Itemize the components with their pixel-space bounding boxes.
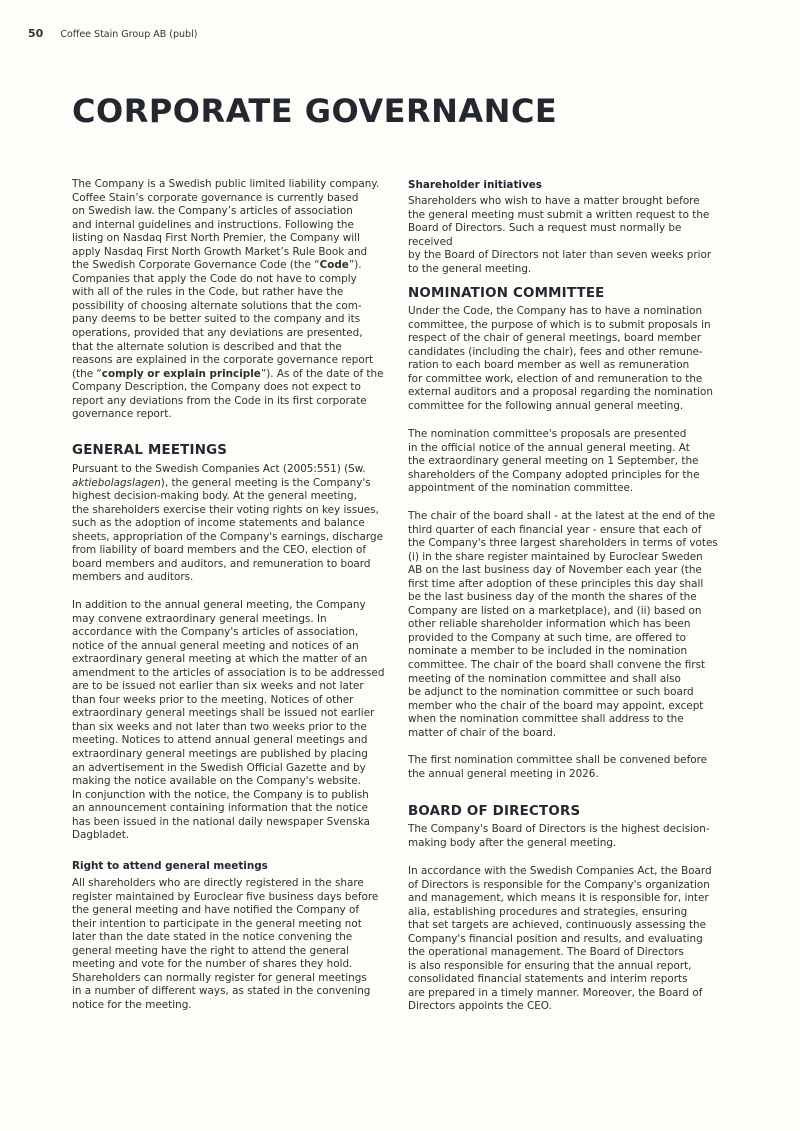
principle-term: comply or explain principle bbox=[101, 367, 261, 380]
board-of-directors-paragraph-2: In accordance with the Swedish Companies Act, the Board of Directors is responsible for the Company's organization and management, which means it is responsible for, inter alia, establishing procedures and strategies, ensuring that set targets are achieved, continuously assessing the Company's financial position and results, and evaluating the operational management. The Board of Directors is also responsible for ensuring that the annual report, consolidated financial statements and interim reports are prepared in a timely manner. Moreover, the Board of Directors appoints the CEO. bbox=[408, 865, 712, 1013]
intro-paragraph: The Company is a Swedish public limited liability company. Coffee Stain’s corporate governance is currently based on Swedish law. the Company’s articles of association and internal guidelines and instructions. Following the listing on Nasdaq First North Premier, the Company will apply Nasdaq First North Growth Market’s Rule Book and the Swedish Corporate Governance Code (the “Code”). Companies that apply the Code do not have to comply with all of the rules in the Code, but rather have the possibility of choosing alternate solutions that the com- pany deems to be better suited to the company and its operations, provided that any deviations are presented, that the alternate solution is described and that the reasons are explained in the corporate governance report (the “comply or explain principle”). As of the date of the Company Description, the Company does not expect to report any deviations from the Code in its first corporate governance report. bbox=[72, 178, 384, 421]
general-meetings-paragraph-2: In addition to the annual general meeting, the Company may convene extraordinary general meetings. In accordance with the Company's articles of association, notice of the annual general meeting and notices of an extraordinary general meeting at which the matter of an amendment to the articles of association is to be addressed are to be issued not earlier than six weeks and not later than four weeks prior to the meeting. Notices of other extraordinary general meetings shall be issued not earlier than six weeks and not later than two weeks prior to the meeting. Notices to attend annual general meetings and extraordinary general meetings are published by placing an advertisement in the Swedish Official Gazette and by making the notice available on the Company's website. In conjunction with the notice, the Company is to publish an announcement containing information that the notice has been issued in the national daily newspaper Svenska Dagbladet. bbox=[72, 599, 385, 842]
page-title: CORPORATE GOVERNANCE bbox=[72, 92, 558, 130]
shareholder-initiatives-heading: Shareholder initiatives bbox=[408, 179, 542, 191]
nomination-committee-paragraph-1: Under the Code, the Company has to have a nomination committee, the purpose of which is to submit proposals in respect of the chair of general meetings, board member candidates (including the chair), fees and other remune- ration to each board member as well as remuneration for committee work, election of and remuneration to the external auditors and a proposal regarding the nomination committee for the following annual general meeting. bbox=[408, 305, 713, 412]
company-name: Coffee Stain Group AB (publ) bbox=[60, 29, 198, 40]
code-term: Code bbox=[319, 259, 349, 272]
board-of-directors-heading: BOARD OF DIRECTORS bbox=[408, 804, 581, 819]
nomination-committee-paragraph-4: The first nomination committee shall be convened before the annual general meeting in 2026. bbox=[408, 754, 708, 780]
page-header bbox=[28, 27, 197, 40]
shareholder-initiatives-paragraph: Shareholders who wish to have a matter brought before the general meeting must submit a written request to the Board of Directors. Such a request must normally be received by the Board of Directors not later than seven weeks prior to the general meeting. bbox=[408, 195, 712, 275]
general-meetings-paragraph-1: Pursuant to the Swedish Companies Act (2005:551) (Sw. aktiebolagslagen), the general meeting is the Company's highest decision-making body. At the general meeting, the shareholders exercise their voting rights on key issues, such as the adoption of income statements and balance sheets, appropriation of the Company's earnings, discharge from liability of board members and the CEO, election of board members and auditors, and remuneration to board members and auditors. bbox=[72, 463, 384, 584]
nomination-committee-heading: NOMINATION COMMITTEE bbox=[408, 286, 605, 301]
swedish-act-term: aktiebolagslagen bbox=[72, 476, 161, 489]
general-meetings-heading: GENERAL MEETINGS bbox=[72, 443, 228, 458]
board-of-directors-paragraph-1: The Company's Board of Directors is the highest decision- making body after the general meeting. bbox=[408, 823, 710, 849]
page-number: 50 bbox=[28, 27, 44, 40]
right-to-attend-heading: Right to attend general meetings bbox=[72, 860, 268, 872]
right-to-attend-paragraph: All shareholders who are directly registered in the share register maintained by Euroclear five business days before the general meeting and have notified the Company of their intention to participate in the general meeting not later than the date stated in the notice convening the general meeting have the right to attend the general meeting and vote for the number of shares they hold. Shareholders can normally register for general meetings in a number of different ways, as stated in the convening notice for the meeting. bbox=[72, 877, 379, 1011]
nomination-committee-paragraph-3: The chair of the board shall - at the latest at the end of the third quarter of each financial year - ensure that each of the Company's three largest shareholders in terms of votes (i) in the share register maintained by Euroclear Sweden AB on the last business day of November each year (the first time after adoption of these principles this day shall be the last business day of the month the shares of the Company are listed on a marketplace), and (ii) based on other reliable shareholder information which has been provided to the Company at such time, are offered to nominate a member to be included in the nomination committee. The chair of the board shall convene the first meeting of the nomination committee and shall also be adjunct to the nomination committee or such board member who the chair of the board may appoint, except when the nomination committee shall address to the matter of chair of the board. bbox=[408, 510, 718, 739]
nomination-committee-paragraph-2: The nomination committee's proposals are presented in the official notice of the annual general meeting. At the extraordinary general meeting on 1 September, the shareholders of the Company adopted principles for the appointment of the nomination committee. bbox=[408, 428, 700, 495]
